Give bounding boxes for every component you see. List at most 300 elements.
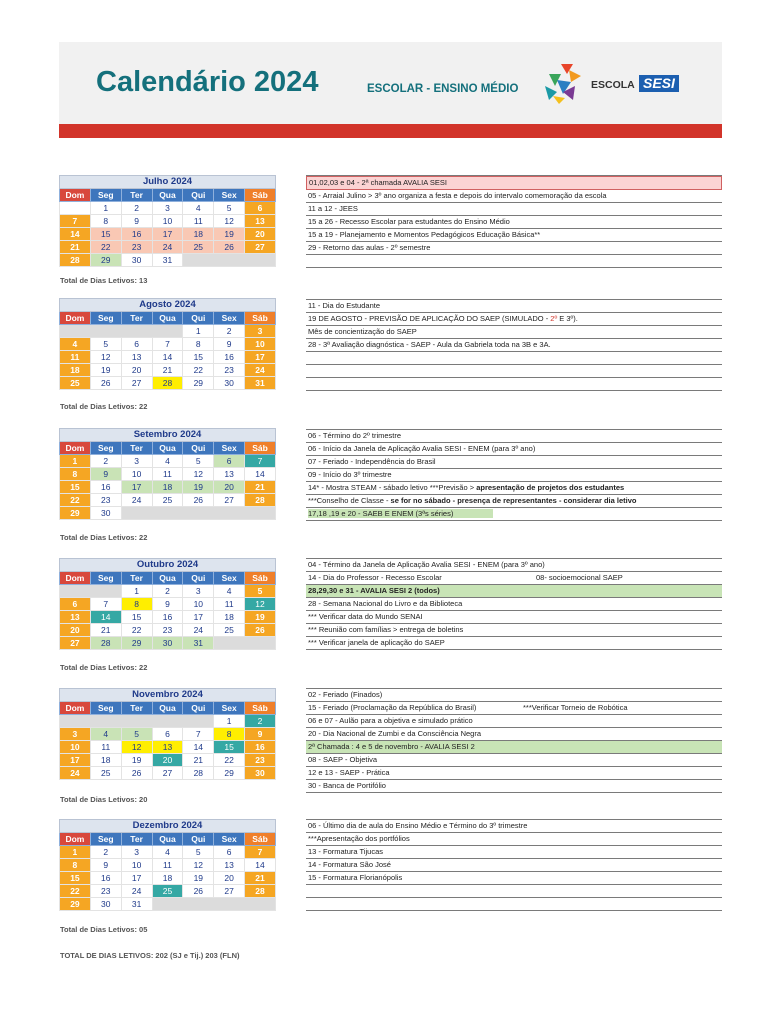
event-row: 30 - Banca de Portifólio [306,780,722,793]
event-row: 06 - Início da Janela de Aplicação Avalia SESI - ENEM (para 3º ano) [306,443,722,456]
event-text: ***Conselho de Classe - [308,496,391,505]
event-row [306,482,722,495]
weekday-header: Dom [60,312,91,325]
day-cell: 27 [214,885,245,898]
weekday-header: Sex [214,833,245,846]
event-text-bold: apresentação de projetos dos estudantes [476,483,625,492]
day-cell: 5 [183,846,214,859]
day-cell: 5 [121,728,152,741]
day-cell: 9 [121,215,152,228]
day-cell: 13 [214,468,245,481]
day-cell: 14 [183,741,214,754]
day-cell: 20 [152,754,183,767]
day-cell: 21 [183,754,214,767]
day-cell: 28 [152,377,183,390]
weekday-header: Sáb [245,702,276,715]
day-cell: 12 [183,468,214,481]
day-cell: 7 [183,728,214,741]
day-cell: 3 [183,585,214,598]
event-row [306,702,722,715]
day-cell: 11 [183,215,214,228]
weekday-header: Ter [121,833,152,846]
weekday-header: Ter [121,312,152,325]
weekday-header: Seg [90,312,121,325]
page-subtitle: ESCOLAR - ENSINO MÉDIO [367,83,519,95]
day-cell: 12 [214,215,245,228]
weekday-header: Sex [214,312,245,325]
event-row [306,313,722,326]
event-row: 01,02,03 e 04 - 2ª chamada AVALIA SESI [306,176,722,190]
day-cell: 21 [152,364,183,377]
weekday-header: Dom [60,442,91,455]
day-cell: 8 [214,728,245,741]
event-row: 04 - Término da Janela de Aplicação Avalia SESI - ENEM (para 3º ano) [306,559,722,572]
day-cell: 3 [60,728,91,741]
day-cell: 6 [152,728,183,741]
day-cell [214,637,276,650]
day-cell: 20 [214,872,245,885]
day-cell: 12 [183,859,214,872]
day-cell: 22 [60,494,91,507]
day-cell: 19 [90,364,121,377]
event-text-bold: se for no sábado - presença de representantes - considerar dia letivo [390,496,637,505]
event-row: 11 - Dia do Estudante [306,300,722,313]
weekday-header: Dom [60,572,91,585]
day-cell: 11 [214,598,245,611]
day-cell: 1 [214,715,245,728]
day-cell: 8 [183,338,214,351]
day-cell: 25 [90,767,121,780]
day-cell: 30 [90,507,121,520]
day-cell: 27 [245,241,276,254]
day-cell: 20 [214,481,245,494]
day-cell: 23 [245,754,276,767]
day-cell: 1 [60,846,91,859]
day-cell: 25 [183,241,214,254]
event-row: *** Reunião com famílias > entrega de boletins [306,624,722,637]
weekday-header: Seg [90,442,121,455]
day-cell: 10 [183,598,214,611]
weekday-header: Ter [121,572,152,585]
day-cell: 3 [121,455,152,468]
weekday-header: Ter [121,442,152,455]
day-cell: 19 [183,872,214,885]
day-cell: 2 [90,455,121,468]
day-cell: 15 [121,611,152,624]
month-title: Julho 2024 [60,176,276,189]
day-cell: 19 [214,228,245,241]
day-cell: 16 [214,351,245,364]
day-cell: 17 [121,481,152,494]
day-cell: 10 [152,215,183,228]
day-cell: 15 [90,228,121,241]
header-red-bar [59,124,722,138]
calendar-august [59,298,276,390]
day-cell: 5 [214,202,245,215]
day-cell: 12 [90,351,121,364]
day-cell: 11 [90,741,121,754]
calendar-july [59,175,276,267]
day-cell: 1 [90,202,121,215]
weekday-header: Sex [214,442,245,455]
weekday-header: Sáb [245,189,276,202]
day-cell: 2 [152,585,183,598]
day-cell: 9 [152,598,183,611]
event-text: E 3º). [557,314,578,323]
event-row: 06 - Último dia de aula do Ensino Médio e Término do 3º trimestre [306,820,722,833]
day-cell: 5 [90,338,121,351]
event-text: 19 DE AGOSTO - PREVISÃO DE APLICAÇÃO DO SAEP (SIMULADO - [308,314,551,323]
day-cell: 20 [245,228,276,241]
day-cell: 5 [245,585,276,598]
calendar-november [59,688,276,780]
day-cell: 24 [121,494,152,507]
event-text: 14 - Dia do Professor - Recesso Escolar [308,573,442,582]
event-row: 08 - SAEP - Objetiva [306,754,722,767]
day-cell: 18 [214,611,245,624]
event-row: 15 - Formatura Florianópolis [306,872,722,885]
day-cell: 26 [90,377,121,390]
day-cell: 28 [245,885,276,898]
calendar-october [59,558,276,650]
day-cell: 2 [121,202,152,215]
day-cell: 16 [245,741,276,754]
event-row: 2ª Chamada : 4 e 5 de novembro - AVALIA SESI 2 [306,741,722,754]
day-cell: 29 [214,767,245,780]
event-row: 15 a 19 - Planejamento e Momentos Pedagógicos Educação Básica** [306,229,722,242]
day-cell: 1 [121,585,152,598]
weekday-header: Qui [183,702,214,715]
event-row: 06 - Término do 2º trimestre [306,430,722,443]
day-cell: 6 [214,846,245,859]
day-cell: 28 [90,637,121,650]
day-cell: 8 [121,598,152,611]
weekday-header: Sáb [245,833,276,846]
event-row: 20 - Dia Nacional de Zumbi e da Consciência Negra [306,728,722,741]
day-cell: 7 [90,598,121,611]
weekday-header: Seg [90,702,121,715]
weekday-header: Seg [90,833,121,846]
event-text-highlight: 2º [550,314,558,323]
day-cell: 17 [60,754,91,767]
event-row: 28,29,30 e 31 - AVALIA SESI 2 (todos) [306,585,722,598]
sesi-logo-icon [543,62,583,104]
day-cell: 12 [245,598,276,611]
month-title: Outubro 2024 [60,559,276,572]
day-cell: 25 [152,494,183,507]
day-cell: 28 [60,254,91,267]
day-cell: 13 [121,351,152,364]
month-total: Total de Dias Letivos: 22 [60,533,148,542]
weekday-header: Seg [90,189,121,202]
calendar-december [59,819,276,911]
day-cell: 25 [60,377,91,390]
day-cell: 20 [121,364,152,377]
day-cell: 10 [121,468,152,481]
day-cell: 25 [214,624,245,637]
events-august [306,299,722,391]
event-text: 05 - Arraial Julino > 3º ano organiza a festa e depois do intervalo comemoração da escola [308,191,607,200]
day-cell: 23 [152,624,183,637]
day-cell: 17 [152,228,183,241]
day-cell: 31 [245,377,276,390]
day-cell: 17 [183,611,214,624]
day-cell: 14 [245,468,276,481]
day-cell: 15 [183,351,214,364]
day-cell: 8 [60,468,91,481]
day-cell: 3 [245,325,276,338]
weekday-header: Dom [60,833,91,846]
events-october [306,558,722,650]
day-cell: 21 [245,872,276,885]
weekday-header: Sex [214,702,245,715]
day-cell: 2 [245,715,276,728]
day-cell: 24 [245,364,276,377]
event-text: 15 - Feriado (Proclamação da República do Brasil) [308,703,477,712]
day-cell: 9 [90,468,121,481]
month-total: Total de Dias Letivos: 22 [60,402,148,411]
weekday-header: Dom [60,189,91,202]
events-november [306,688,722,793]
day-cell: 10 [60,741,91,754]
day-cell: 10 [121,859,152,872]
day-cell: 30 [121,254,152,267]
month-title: Dezembro 2024 [60,820,276,833]
event-row [306,885,722,898]
event-row [306,190,722,203]
day-cell: 31 [152,254,183,267]
day-cell: 18 [183,228,214,241]
day-cell: 11 [60,351,91,364]
event-row [306,508,722,521]
day-cell: 2 [90,846,121,859]
calendar-september [59,428,276,520]
month-total: Total de Dias Letivos: 20 [60,795,148,804]
event-row: 09 - Início do 3º trimestre [306,469,722,482]
day-cell [60,585,122,598]
day-cell: 18 [152,481,183,494]
weekday-header: Qui [183,189,214,202]
day-cell: 26 [245,624,276,637]
logo-sesi-text: SESI [639,75,679,92]
day-cell: 24 [183,624,214,637]
day-cell: 13 [152,741,183,754]
event-row: 28 - Semana Nacional do Livro e da Biblioteca [306,598,722,611]
month-total: Total de Dias Letivos: 05 [60,925,148,934]
day-cell: 17 [121,872,152,885]
event-row: 14 - Formatura São José [306,859,722,872]
event-row [306,495,722,508]
day-cell: 14 [60,228,91,241]
day-cell: 9 [245,728,276,741]
weekday-header: Seg [90,572,121,585]
weekday-header: Qua [152,702,183,715]
day-cell: 12 [121,741,152,754]
day-cell: 27 [121,377,152,390]
day-cell: 4 [152,846,183,859]
event-row: 06 e 07 - Aulão para a objetiva e simulado prático [306,715,722,728]
event-row: 12 e 13 - SAEP - Prática [306,767,722,780]
day-cell: 21 [90,624,121,637]
day-cell: 23 [90,494,121,507]
weekday-header: Sáb [245,312,276,325]
day-cell: 20 [60,624,91,637]
day-cell: 4 [214,585,245,598]
event-row [306,365,722,378]
events-september [306,429,722,521]
day-cell: 29 [121,637,152,650]
day-cell: 15 [60,481,91,494]
event-text: 14* - Mostra STEAM - sábado letivo ***Previsão > [308,483,477,492]
day-cell: 16 [90,481,121,494]
logo-escola-text: ESCOLA [591,79,635,91]
day-cell: 6 [121,338,152,351]
day-cell: 24 [60,767,91,780]
month-title: Novembro 2024 [60,689,276,702]
weekday-header: Qua [152,312,183,325]
day-cell: 22 [183,364,214,377]
day-cell: 9 [214,338,245,351]
day-cell: 13 [245,215,276,228]
day-cell: 8 [90,215,121,228]
day-cell: 19 [183,481,214,494]
day-cell: 16 [90,872,121,885]
day-cell: 19 [245,611,276,624]
day-cell: 6 [245,202,276,215]
weekday-header: Sex [214,189,245,202]
event-text-right: ***Verificar Torneio de Robótica [523,703,628,712]
day-cell: 30 [214,377,245,390]
day-cell: 27 [60,637,91,650]
event-row: 13 - Formatura Tijucas [306,846,722,859]
event-row: 28 - 3ª Avaliação diagnóstica - SAEP - Aula da Gabriela toda na 3B e 3A. [306,339,722,352]
event-row [306,572,722,585]
day-cell: 18 [152,872,183,885]
day-cell: 7 [60,215,91,228]
day-cell: 24 [152,241,183,254]
month-title: Agosto 2024 [60,299,276,312]
day-cell: 28 [183,767,214,780]
day-cell: 21 [60,241,91,254]
day-cell: 30 [245,767,276,780]
month-total: Total de Dias Letivos: 22 [60,663,148,672]
weekday-header: Qui [183,442,214,455]
day-cell: 7 [245,455,276,468]
day-cell [152,898,275,911]
weekday-header: Ter [121,702,152,715]
day-cell: 17 [245,351,276,364]
event-row: *** Verificar data do Mundo SENAI [306,611,722,624]
events-december [306,819,722,911]
weekday-header: Sáb [245,442,276,455]
weekday-header: Qua [152,189,183,202]
events-july [306,175,722,268]
day-cell: 14 [90,611,121,624]
day-cell: 30 [90,898,121,911]
day-cell: 23 [90,885,121,898]
event-text-highlight: 17,18 ,19 e 20 - SAEB E ENEM (3ªs séries) [308,509,493,518]
day-cell [60,715,214,728]
day-cell: 4 [60,338,91,351]
weekday-header: Sex [214,572,245,585]
event-row: 29 - Retorno das aulas - 2º semestre [306,242,722,255]
weekday-header: Qua [152,442,183,455]
day-cell: 18 [60,364,91,377]
day-cell: 29 [183,377,214,390]
day-cell: 26 [183,494,214,507]
day-cell: 8 [60,859,91,872]
day-cell: 14 [152,351,183,364]
day-cell: 22 [214,754,245,767]
event-row: ***Apresentação dos portfólios [306,833,722,846]
day-cell: 4 [183,202,214,215]
day-cell: 19 [121,754,152,767]
day-cell: 29 [90,254,121,267]
event-row: Mês de concientização do SAEP [306,326,722,339]
event-row: 15 a 26 - Recesso Escolar para estudantes do Ensino Médio [306,216,722,229]
page-title: Calendário 2024 [96,66,319,98]
day-cell: 11 [152,859,183,872]
day-cell [60,202,91,215]
day-cell: 29 [60,507,91,520]
day-cell: 4 [152,455,183,468]
event-row: *** Verificar janela de aplicação do SAEP [306,637,722,650]
day-cell: 22 [90,241,121,254]
day-cell: 27 [214,494,245,507]
event-row [306,255,722,268]
day-cell: 14 [245,859,276,872]
day-cell [183,254,276,267]
day-cell: 31 [121,898,152,911]
weekday-header: Qua [152,572,183,585]
day-cell: 29 [60,898,91,911]
day-cell: 10 [245,338,276,351]
day-cell: 5 [183,455,214,468]
day-cell: 23 [214,364,245,377]
day-cell: 6 [214,455,245,468]
day-cell: 3 [152,202,183,215]
day-cell: 26 [121,767,152,780]
weekday-header: Qui [183,312,214,325]
day-cell: 13 [60,611,91,624]
day-cell: 4 [90,728,121,741]
day-cell: 24 [121,885,152,898]
day-cell: 6 [60,598,91,611]
weekday-header: Dom [60,702,91,715]
day-cell: 18 [90,754,121,767]
day-cell: 26 [183,885,214,898]
day-cell: 15 [60,872,91,885]
day-cell: 28 [245,494,276,507]
event-row [306,378,722,391]
weekday-header: Qua [152,833,183,846]
day-cell: 7 [245,846,276,859]
day-cell: 27 [152,767,183,780]
day-cell: 21 [245,481,276,494]
day-cell: 30 [152,637,183,650]
day-cell: 11 [152,468,183,481]
event-row [306,898,722,911]
day-cell: 25 [152,885,183,898]
weekday-header: Ter [121,189,152,202]
day-cell: 1 [183,325,214,338]
month-total: Total de Dias Letivos: 13 [60,276,148,285]
event-row: 11 a 12 - JEES [306,203,722,216]
day-cell: 26 [214,241,245,254]
event-row: 02 - Feriado (Finados) [306,689,722,702]
day-cell: 13 [214,859,245,872]
day-cell: 23 [121,241,152,254]
